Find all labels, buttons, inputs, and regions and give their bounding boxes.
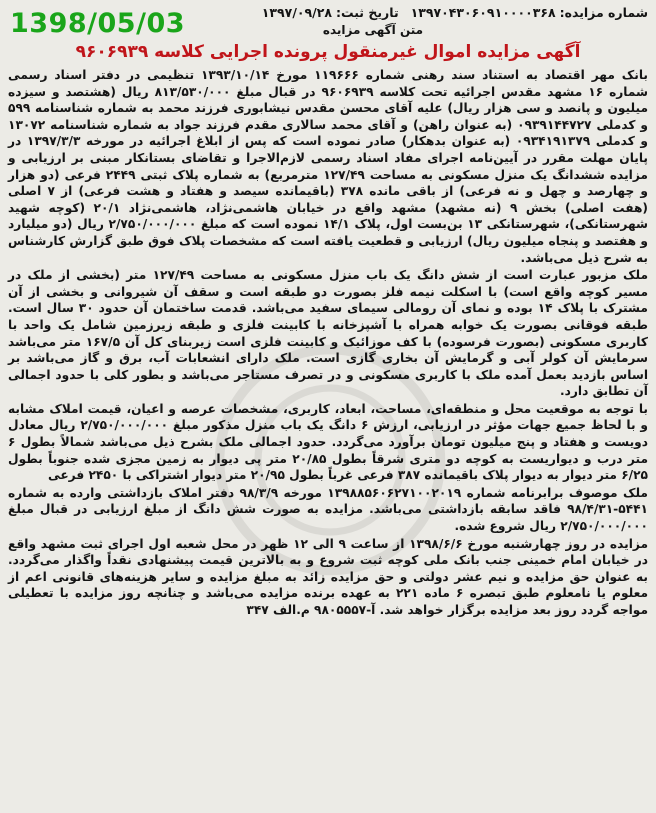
notice-subtitle: متن آگهی مزایده bbox=[322, 23, 424, 37]
notice-paragraph-valuation-boundaries: با توجه به موقعیت محل و منطقه‌ای، مساحت، ابعاد، کاربری، مشخصات عرصه و اعیان، قیمت املاک مشابه و با لحاظ جمیع جهات مؤثر در ارزیابی، ارزش ۶ دانگ یک باب منزل مذکور مبلغ ۲/۷۵۰/۰۰۰/۰۰۰ ریال معادل دویست و هفتاد و پنج میلیون تومان برآورد می‌گردد. حدود اجمالی ملک بشرح ذیل می‌باشد شمالاً بطول ۶ متر درب و دیواریست به کوچه دو متری شرقاً بطول ۲۰/۸۵ متر پی دیوار به زمین مجزی شده جنوباً بطول ۶/۲۵ متر دیوار به دیوار پلاک باقیمانده ۳۸۷ فرعی غرباً بطول ۲۰/۹۵ متر دیوار اشتراکی با ۲۴۵۰ فرعی bbox=[8, 401, 648, 483]
notice-headline: آگهی مزایده اموال غیرمنقول پرونده اجرایی کلاسه ۹۶۰۶۹۳۹ bbox=[75, 42, 581, 62]
notice-paragraph-registry-status: ملک موصوف برابرنامه شماره ۱۳۹۸۸۵۶۰۶۲۷۱۰۰۲۰۱۹ مورخه ۹۸/۳/۹ دفتر املاک بازداشتی وارده به شماره ۵۴۴۱-۹۸/۴/۳۱ فاقد سابقه بازداشتی می‌باشد. مزایده به صورت شش دانگ از مبلغ ارزیابی در قبال مبلغ ۲/۷۵۰/۰۰۰/۰۰۰ ریال شروع شده. bbox=[8, 485, 648, 534]
notice-paragraph-property-description: ملک مزبور عبارت است از شش دانگ یک باب منزل مسکونی به مساحت ۱۲۷/۴۹ متر (بخشی از ملک در مسیر کوچه واقع است) با اسکلت نیمه فلز بصورت دو طبقه است و سقف آن شیروانی و بخشی از آن مشترک با پلاک ۱۴ بوده و نمای آن رومالی سیمای سفید می‌باشد. قدمت ساختمان آن حدود ۳۰ سال است. طبقه فوقانی بصورت یک خوابه همراه با آشپزخانه با کابینت فلزی و طبقه زیرزمین شامل یک واحد با کاربری مسکونی (بصورت فرسوده) با کف موزائیک و کابینت فلزی است زیربنای کل آن ۱۶۷/۵ متر می‌باشد سرمایش آن کولر آبی و گرمایش آن بخاری گازی است. ملک دارای انشعابات آب، برق و گاز می‌باشد بر اساس بازدید بعمل آمده ملک با کاربری مسکونی و در تصرف مستاجر می‌باشد و بطور کلی با حدود اجمالی آن تطابق دارد. bbox=[8, 268, 648, 399]
register-date: ۱۳۹۷/۰۹/۲۸ bbox=[261, 5, 332, 20]
stamp-date: 1398/05/03 bbox=[10, 8, 186, 39]
auction-number-label: شماره مزایده: bbox=[559, 5, 648, 20]
register-date-label: تاریخ ثبت: bbox=[335, 5, 399, 20]
notice-paragraph-intro: بانک مهر اقتصاد به استناد سند رهنی شماره ۱۱۹۶۶۶ مورخ ۱۳۹۳/۱۰/۱۴ تنظیمی در دفتر اسناد رسمی شماره ۱۶ مشهد مقدس اجرائیه تحت کلاسه ۹۶۰۶۹۳۹ در قبال مبلغ ۸۱۳/۵۳۰/۰۰۰ ریال (هشتصد و سیزده میلیون و پانصد و سی هزار ریال) علیه آقای محسن مقدس نیشابوری فرزند محمد به شماره شناسنامه ۵۹۹ و کدملی ۰۹۳۹۱۴۴۷۲۷ (به عنوان راهن) و آقای محمد سالاری مقدم فرزند جواد به شماره شناسنامه ۱۳۰۷۲ و کدملی ۰۹۳۴۱۹۱۳۷۹ (به عنوان بدهکار) صادر نموده است که پس از ابلاغ اجرائیه در مورخه ۱۳۹۷/۳/۳ در پایان مهلت مقرر در آیین‌نامه اجرای مفاد اسناد رسمی لازم‌الاجرا و تقاضای بستانکار مبنی بر ارزیابی و مزایده ششدانگ یک منزل مسکونی به مساحت ۱۲۷/۴۹ مترمربع) به شماره پلاک ثبتی ۲۴۴۹ فرعی (دو هزار و چهارصد و چهل و نه فرعی) از باقی مانده ۳۷۸ (باقیمانده سیصد و هفتاد و هشت فرعی) از ۷ اصلی (هفت اصلی) بخش ۹ (نه مشهد) مشهد واقع در خیابان هاشمی‌نژاد، هاشمی‌نژاد ۲۰/۱ (کوچه شهید شهرستانکی)، شهرستانکی ۱۳ بن‌بست اول، پلاک ۱۴/۱ نموده است که مبلغ ۲/۷۵۰/۰۰۰/۰۰۰ ریال (دو میلیارد و هفتصد و پنجاه میلیون ریال) ارزیابی و قطعیت یافته است که مشخصات پلاک فوق طبق گزارش کارشناس به شرح ذیل می‌باشد. bbox=[8, 68, 649, 265]
notice-paragraph-auction-terms: مزایده در روز چهارشنبه مورخ ۱۳۹۸/۶/۶ از ساعت ۹ الی ۱۲ ظهر در محل شعبه اول اجرای ثبت مشهد واقع در خیابان امام خمینی جنب بانک ملی کوچه ثبت شروع و به بالاترین قیمت پیشنهادی نقداً واگذار می‌گردد. به عنوان حق مزایده و نیم عشر دولتی و حق مزایده زائد به مبلغ مزایده و سایر هزینه‌های قانونی اعم از معلوم یا نامعلوم طبق تبصره ۶ ماده ۲۲۱ به عهده برنده مزایده می‌باشد و چنانچه روز مزایده با تعطیلی مواجه گردد روز بعد مزایده برگزار خواهد شد. آ-۹۸۰۵۵۵۷ م.الف ۳۴۷ bbox=[8, 536, 648, 617]
auction-number: ۱۳۹۷۰۴۳۰۶۰۹۱۰۰۰۰۳۶۸ bbox=[410, 5, 556, 20]
